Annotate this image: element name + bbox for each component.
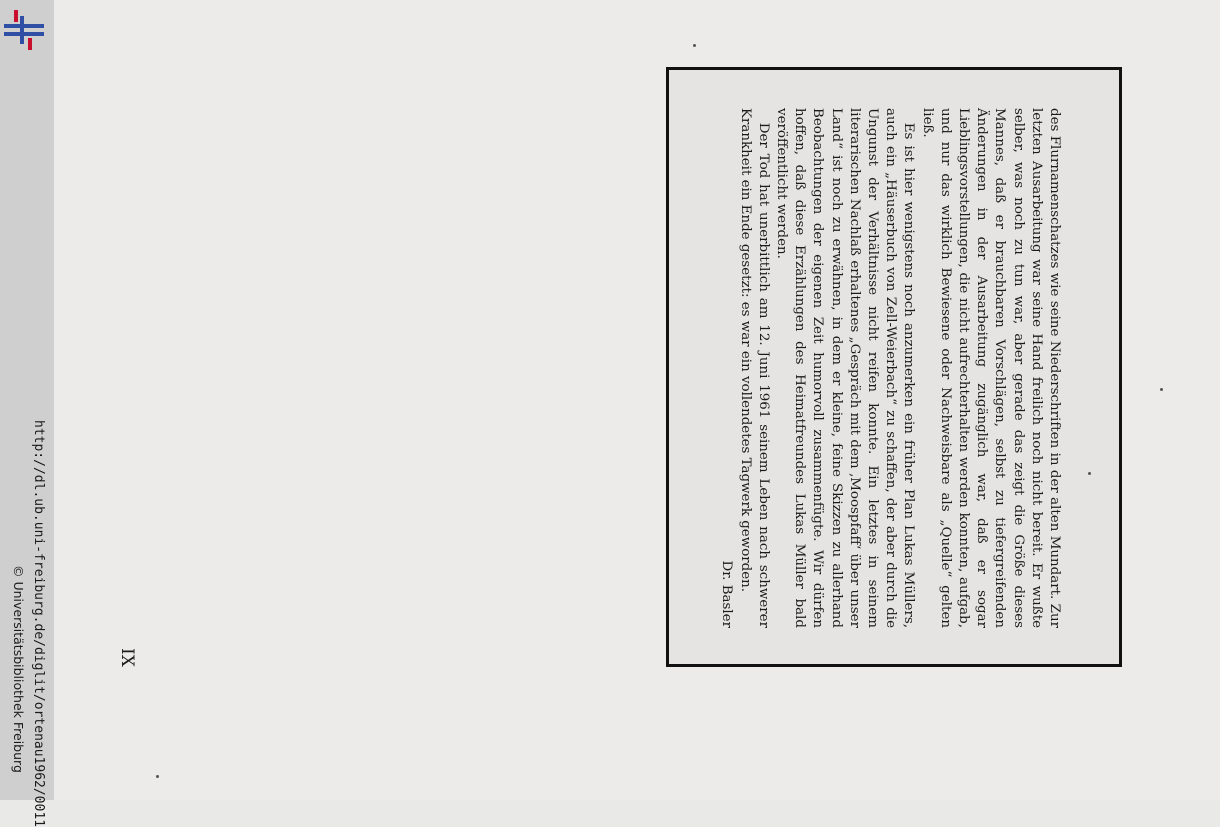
scan-speck	[156, 775, 159, 778]
paragraph-1: des Flurnamenschatzes wie seine Niederschriften in der alten Mundart. Zur letzten Ausarbeitung war seine Hand freilich noch nicht bereit. Er wußte selber, was noch zu tun war, aber gerade das zeigt die Größe dieses Mannes, daß er brauchbaren Vorschlägen, selbst zu tiefergreifenden Änderungen in der Ausarbeitung zugänglich war, daß er sogar Lieblingsvorstellungen, die nicht aufrechterhalten werden konnten, aufgab, und nur das wirklich Bewiesene oder Nachweisbare als „Quelle“ gelten ließ.	[919, 108, 1062, 628]
signature: Dr. Basler	[719, 560, 735, 628]
source-url[interactable]: http://dl.ub.uni-freiburg.de/diglit/ortenau1962/0011	[31, 420, 46, 827]
scan-speck	[693, 44, 696, 47]
page-number: IX	[117, 648, 137, 667]
library-logo-icon	[2, 8, 46, 50]
scan-speck	[1160, 388, 1163, 391]
copyright-notice: © Universitätsbibliothek Freiburg	[11, 565, 26, 773]
obituary-text	[717, 108, 1063, 628]
scan-speck	[1088, 472, 1091, 475]
paragraph-3: Der Tod hat unerbittlich am 12. Juni 1961 seinem Leben nach schwerer Krankheit ein Ende gesetzt: es war ein vollendetes Tagwerk geworden.	[737, 108, 771, 628]
sidebar	[0, 0, 54, 827]
paragraph-2: Es ist hier wenigstens noch anzumerken ein früher Plan Lukas Müllers, auch ein „Häuserbuch von Zell-Weierbach“ zu schaffen, der aber durch die Ungunst der Verhältnisse nicht reifen konnte. Ein letztes in seinem literarischen Nachlaß erhaltenes „Gespräch mit dem ‚Moospfaff‘ über unser Land“ ist noch zu erwähnen, in dem er kleine, feine Skizzen zu allerhand Beobachtungen der eigenen Zeit humorvoll zusammenfügte. Wir dürfen hoffen, daß diese Erzählungen des Heimatfreundes Lukas Müller bald veröffentlicht werden.	[773, 108, 917, 628]
